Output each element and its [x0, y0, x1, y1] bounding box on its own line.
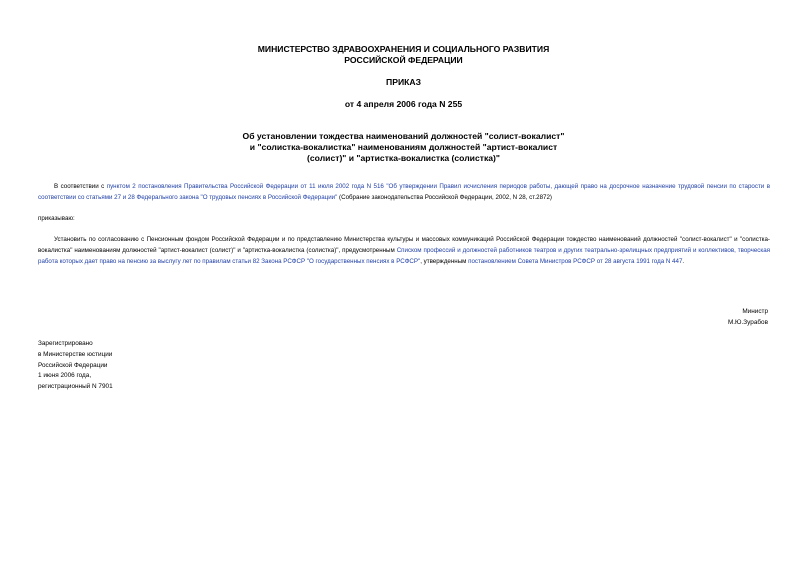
operative-mid-text: , утвержденным — [420, 258, 469, 265]
registration-line5: регистрационный N 7901 — [38, 383, 113, 391]
document-title-line1: Об установлении тождества наименований должностей "солист-вокалист" — [242, 131, 565, 141]
operative-lead-text: Установить по согласованию с Пенсионным фондом Российской Федерации и по представлению Министерства культуры и массовых коммуникаций Российской Федерации тождество наименований должностей "солист-вокалист" и "солистка-вокалистка" наименованиям должностей "артист-вокалист (солист)" и "артистка-вокалистка (солистка)", предусмотренным — [38, 236, 770, 254]
registration-line2: в Министерстве юстиции — [38, 350, 113, 358]
document-type: ПРИКАЗ — [386, 77, 421, 87]
registration-block — [38, 339, 113, 393]
operative-tail-text: . — [682, 258, 685, 265]
document-title-line2: и "солистка-вокалистка" наименованиям должностей "артист-вокалист — [249, 142, 558, 152]
council-resolution-link[interactable]: постановлением Совета Министров РСФСР от 28 августа 1991 года N 447 — [468, 258, 683, 265]
registration-line4: 1 июня 2006 года, — [38, 372, 92, 380]
preamble-lead-text: В соответствии с — [54, 183, 107, 190]
preamble-paragraph — [38, 181, 770, 203]
signatory-position: Министр — [742, 308, 768, 315]
order-word: приказываю: — [38, 215, 75, 222]
document-title-line3: (солист)" и "артистка-вокалистка (солистка)" — [307, 153, 500, 163]
government-decree-link[interactable]: пунктом 2 постановления Правительства Российской Федерации от 11 июля 2002 года N 516 "Об утверждении Правил исчисления периодов работы, дающей право на досрочное назначение трудовой пенсии по старости в соответствии со статьями 27 и 28 Федерального закона "О трудовых пенсиях в Российской Федерации" — [38, 183, 771, 201]
registration-line1: Зарегистрировано — [38, 340, 93, 347]
document-date-number: от 4 апреля 2006 года N 255 — [344, 99, 463, 109]
registration-line3: Российской Федерации — [38, 361, 108, 369]
signatory-name: М.Ю.Зурабов — [727, 319, 768, 326]
preamble-tail-text: (Собрание законодательства Российской Федерации, 2002, N 28, ст.2872) — [337, 194, 552, 201]
ministry-name-line2: РОССИЙСКОЙ ФЕДЕРАЦИИ — [344, 55, 463, 65]
professions-list-link[interactable]: Списком профессий и должностей работников театров и других театрально-зрелищных предприятий и коллективов, творческая работа которых дает право на пенсию за выслугу лет по правилам статьи 82 Закона РСФСР "О государственных пенсиях в РСФСР" — [38, 247, 770, 265]
signature-block — [728, 306, 768, 328]
ministry-name-line1: МИНИСТЕРСТВО ЗДРАВООХРАНЕНИЯ И СОЦИАЛЬНОГО РАЗВИТИЯ — [257, 44, 550, 54]
operative-paragraph — [38, 234, 770, 267]
